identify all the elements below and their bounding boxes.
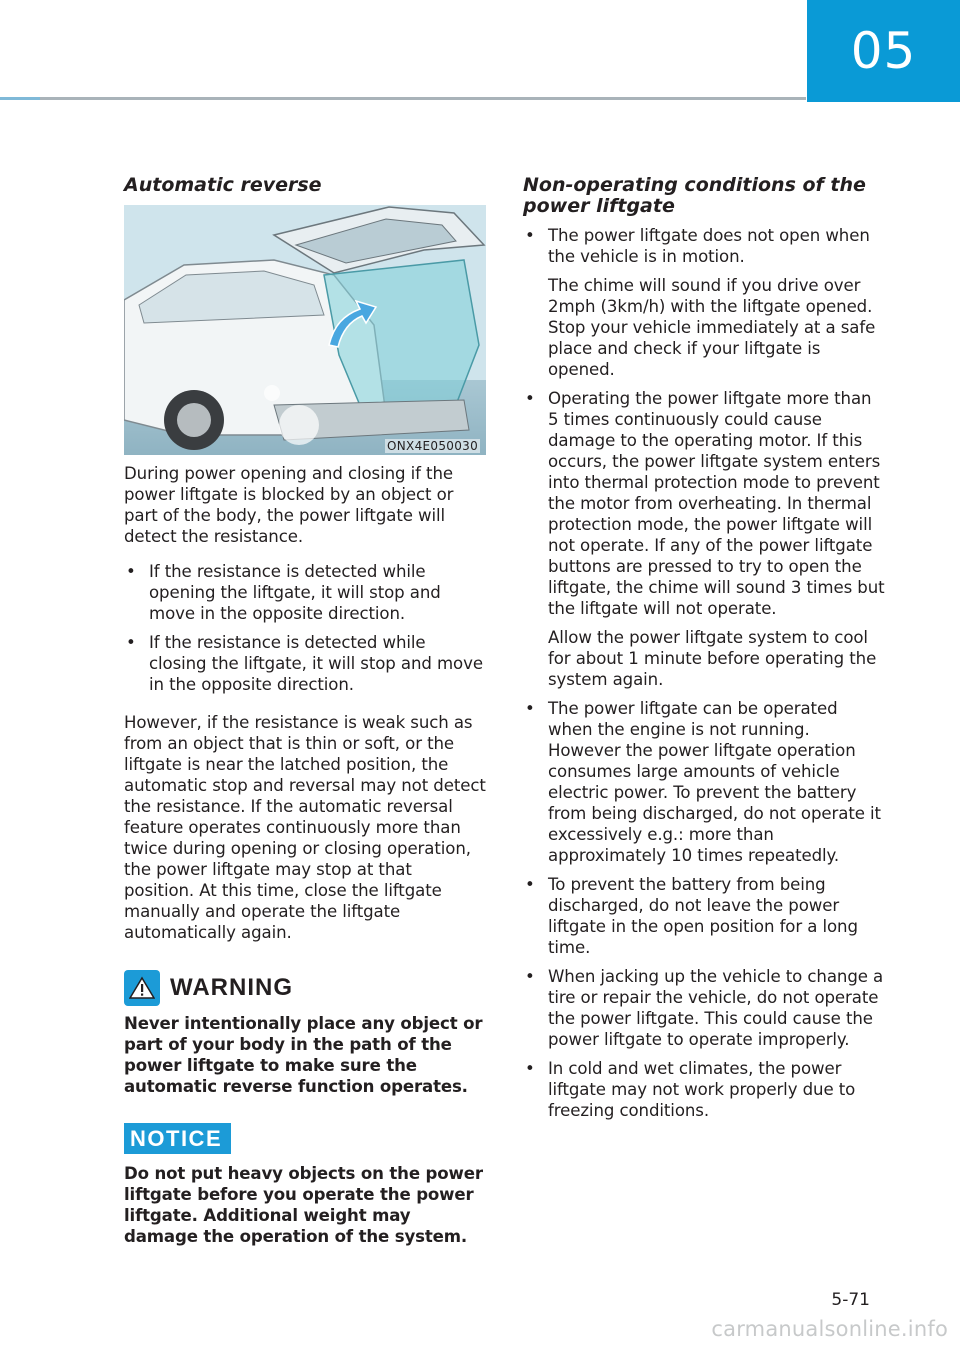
list-item: • The power liftgate can be operated when the engine is not running. However the power liftgate operation consumes large amounts of vehicle electric power. To prevent the battery from being discharged, do not operate it excessively e.g.: more than approximately 10 times repeatedly. xyxy=(525,699,881,865)
list-item: • To prevent the battery from being discharged, do not leave the power liftgate in the open position for a long time. xyxy=(525,875,858,957)
intro-paragraph: During power opening and closing if the power liftgate is blocked by an object or part of the body, the power liftgate will detect the resistance. xyxy=(124,464,454,546)
bullet-dot: • xyxy=(126,633,136,652)
bullet-dot: • xyxy=(525,967,535,986)
header-rule xyxy=(0,97,806,100)
bullet-dot: • xyxy=(126,562,136,581)
list-item: • If the resistance is detected while opening the liftgate, it will stop and move in the opposite direction. xyxy=(126,562,441,623)
list-item: • In cold and wet climates, the power liftgate may not work properly due to freezing conditions. xyxy=(525,1059,856,1120)
list-item: • The power liftgate does not open when the vehicle is in motion. The chime will sound if you drive over 2mph (3km/h) with the liftgate opened. Stop your vehicle immediately at a safe place and check if your liftgate is opened. xyxy=(525,226,876,379)
resistance-bullets xyxy=(124,561,486,695)
section-heading-automatic-reverse: Automatic reverse xyxy=(124,174,322,196)
bullet-dot: • xyxy=(525,699,535,718)
warning-text: Never intentionally place any object or part of your body in the path of the power liftgate to make sure the automatic reverse function operates. xyxy=(124,1014,483,1096)
notice-badge: NOTICE xyxy=(124,1123,231,1154)
left-column xyxy=(124,463,486,1247)
list-item: • When jacking up the vehicle to change a tire or repair the vehicle, do not operate the power liftgate. This could cause the power liftgate to operate improperly. xyxy=(525,967,884,1049)
bullet-dot: • xyxy=(525,226,535,245)
watermark: carmanualsonline.info xyxy=(711,1317,948,1341)
liftgate-illustration xyxy=(124,205,486,455)
warning-icon xyxy=(124,970,160,1006)
weak-resistance-paragraph: However, if the resistance is weak such as from an object that is thin or soft, or the liftgate is near the latched position, the automatic stop and reversal may not detect the resistance. If the automatic reversal feature operates continuously more than twice during opening or closing operation, the power liftgate may stop at that position. At this time, close the liftgate manually and operate the liftgate automatically again. xyxy=(124,713,486,942)
bullet-dot: • xyxy=(525,1059,535,1078)
notice-box xyxy=(124,1123,486,1154)
header-rule-accent xyxy=(0,97,40,100)
bullet-dot: • xyxy=(525,875,535,894)
non-operating-bullets xyxy=(523,225,887,1121)
chapter-number: 05 xyxy=(850,22,917,80)
warning-header xyxy=(124,970,486,1006)
suv-liftgate-drawing xyxy=(124,205,486,455)
bullet-dot: • xyxy=(525,389,535,408)
page-number: 5-71 xyxy=(831,1290,870,1310)
warning-title: WARNING xyxy=(170,974,293,1001)
chapter-tab xyxy=(807,0,960,102)
section-heading-non-operating: Non-operating conditions of the power liftgate xyxy=(523,174,866,217)
list-item: • Operating the power liftgate more than 5 times continuously could cause damage to the operating motor. If this occurs, the power liftgate system enters into thermal protection mode to prevent the motor from overheating. In thermal protection mode, the power liftgate will not operate. If any of the power liftgate buttons are pressed to try to open the liftgate, the chime will sound 3 times but the liftgate will not operate. Allow the power liftgate system to cool for about 1 minute before operating the system again. xyxy=(525,389,885,689)
right-column xyxy=(523,175,887,1121)
notice-text: Do not put heavy objects on the power liftgate before you operate the power liftgate. Additional weight may damage the operation of the system. xyxy=(124,1164,483,1246)
list-item: • If the resistance is detected while closing the liftgate, it will stop and move in the opposite direction. xyxy=(126,633,483,694)
figure-code: ONX4E050030 xyxy=(387,439,478,453)
